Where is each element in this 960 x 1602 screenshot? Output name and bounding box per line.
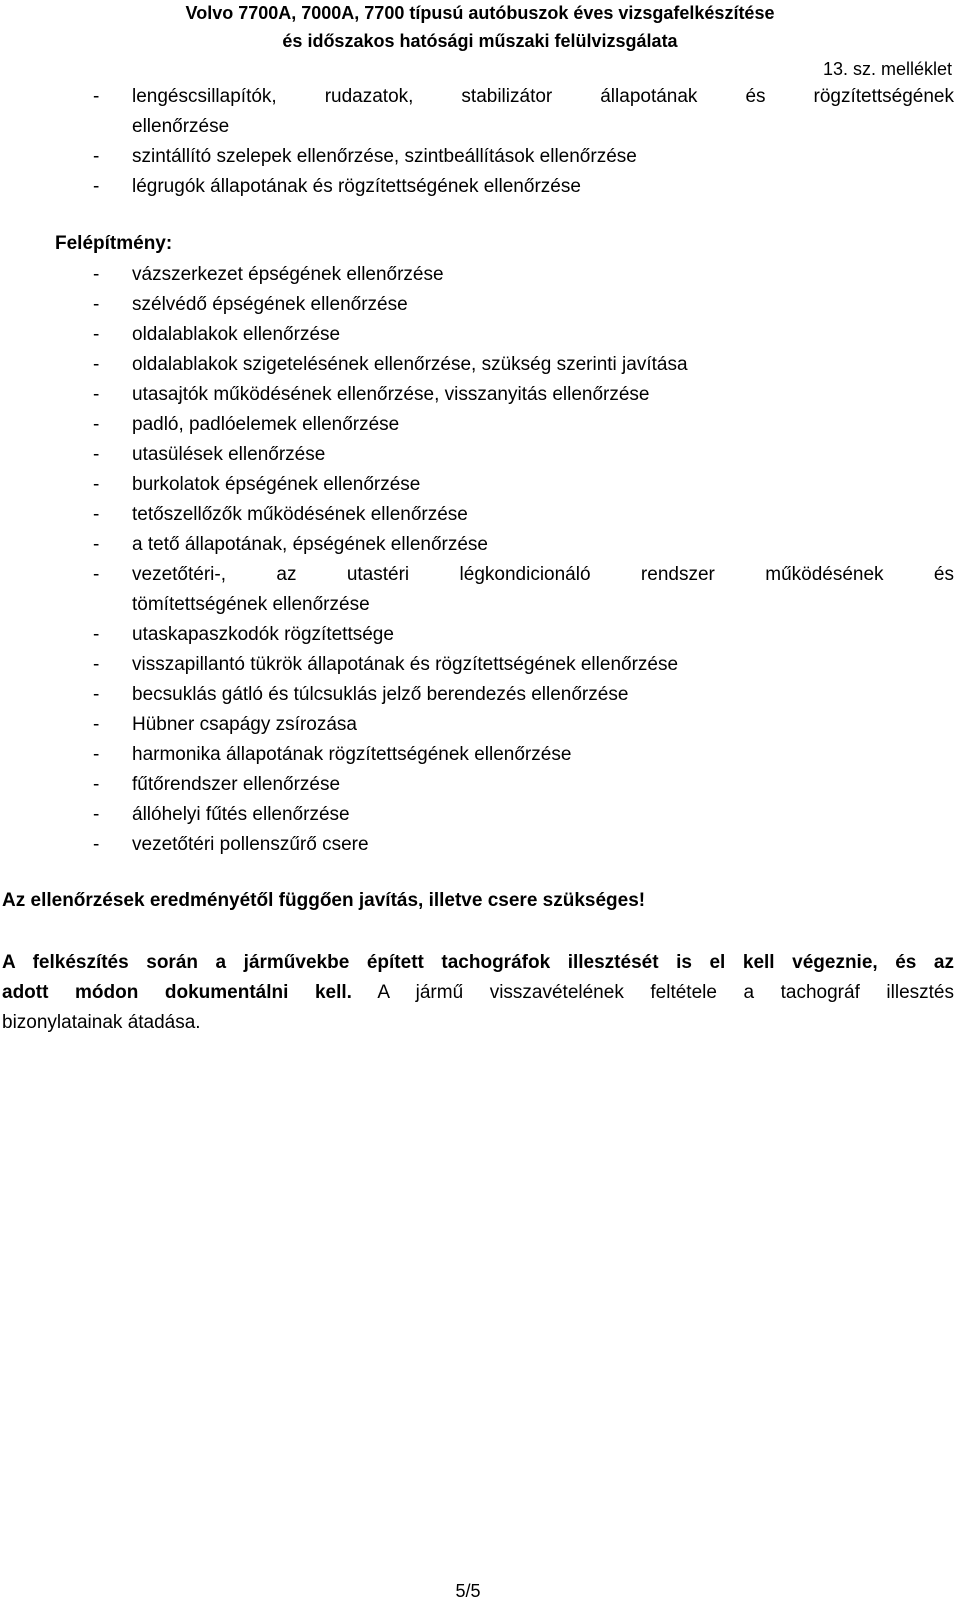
list-dash: -	[93, 564, 100, 585]
tachograph-note-normal: A jármű visszavételének feltétele a tachográf illesztés	[351, 982, 954, 1003]
list-dash: -	[93, 354, 100, 375]
list-item-text: fűtőrendszer ellenőrzése	[132, 774, 341, 795]
list-item-text: utaskapaszkodók rögzítettsége	[132, 624, 394, 645]
list-item-text: a tető állapotának, épségének ellenőrzése	[132, 534, 488, 555]
page-number	[0, 1580, 960, 1602]
list-item-text: becsuklás gátló és túlcsuklás jelző berendezés ellenőrzése	[132, 684, 629, 705]
list-item-continuation: ellenőrzése	[132, 116, 230, 137]
header-title-line1: Volvo 7700A, 7000A, 7700 típusú autóbuszok éves vizsgafelkészítése	[185, 3, 775, 23]
list-dash: -	[93, 774, 100, 795]
list-dash: -	[93, 176, 100, 197]
list-dash: -	[93, 146, 100, 167]
list-dash: -	[93, 714, 100, 735]
section-heading: Felépítmény:	[55, 233, 173, 254]
list-dash: -	[93, 654, 100, 675]
list-dash: -	[93, 744, 100, 765]
list-dash: -	[93, 414, 100, 435]
list-item-text: vezetőtéri-, az utastéri légkondicionáló rendszer működésének és	[132, 564, 954, 585]
list-item-text: Hübner csapágy zsírozása	[132, 714, 357, 735]
list-item-text: szélvédő épségének ellenőrzése	[132, 294, 408, 315]
list-item-text: visszapillantó tükrök állapotának és rögzítettségének ellenőrzése	[132, 654, 679, 675]
list-dash: -	[93, 324, 100, 345]
result-note: Az ellenőrzések eredményétől függően javítás, illetve csere szükséges!	[2, 890, 646, 911]
list-item-text: vázszerkezet épségének ellenőrzése	[132, 264, 444, 285]
list-item-text: oldalablakok szigetelésének ellenőrzése, szükség szerinti javítása	[132, 354, 688, 375]
list-item-text: tetőszellőzők működésének ellenőrzése	[132, 504, 468, 525]
annex-label: 13. sz. melléklet	[822, 59, 952, 79]
tachograph-note-line2	[2, 978, 954, 1008]
header-title-line2: és időszakos hatósági műszaki felülvizsgálata	[282, 31, 678, 51]
list-item-text: szintállító szelepek ellenőrzése, szintbeállítások ellenőrzése	[132, 146, 637, 167]
list-item-text: állóhelyi fűtés ellenőrzése	[132, 804, 350, 825]
list-dash: -	[93, 504, 100, 525]
list-item-text: vezetőtéri pollenszűrő csere	[132, 834, 369, 855]
list-dash: -	[93, 624, 100, 645]
tachograph-note-line1: A felkészítés során a járművekbe épített tachográfok illesztését is el kell végeznie, és az	[2, 952, 954, 973]
list-item-text: harmonika állapotának rögzítettségének ellenőrzése	[132, 744, 572, 765]
tachograph-note-line3: bizonylatainak átadása.	[2, 1012, 201, 1033]
list-item-text: lengéscsillapítók, rudazatok, stabilizátor állapotának és rögzítettségének	[132, 86, 954, 107]
list-item-text: oldalablakok ellenőrzése	[132, 324, 341, 345]
list-item-continuation: tömítettségének ellenőrzése	[132, 594, 370, 615]
list-dash: -	[93, 294, 100, 315]
tachograph-note-bold: adott módon dokumentálni kell.	[2, 982, 352, 1003]
list-dash: -	[93, 444, 100, 465]
list-dash: -	[93, 684, 100, 705]
list-item-text: utasajtók működésének ellenőrzése, visszanyitás ellenőrzése	[132, 384, 650, 405]
list-item-text: utasülések ellenőrzése	[132, 444, 326, 465]
list-item-text: padló, padlóelemek ellenőrzése	[132, 414, 400, 435]
list-dash: -	[93, 384, 100, 405]
list-dash: -	[93, 86, 100, 107]
list-dash: -	[93, 264, 100, 285]
list-dash: -	[93, 474, 100, 495]
list-dash: -	[93, 534, 100, 555]
list-dash: -	[93, 834, 100, 855]
list-item-text: burkolatok épségének ellenőrzése	[132, 474, 421, 495]
page-number-text: 5/5	[455, 1581, 481, 1601]
list-item-text: légrugók állapotának és rögzítettségének ellenőrzése	[132, 176, 581, 197]
list-dash: -	[93, 804, 100, 825]
